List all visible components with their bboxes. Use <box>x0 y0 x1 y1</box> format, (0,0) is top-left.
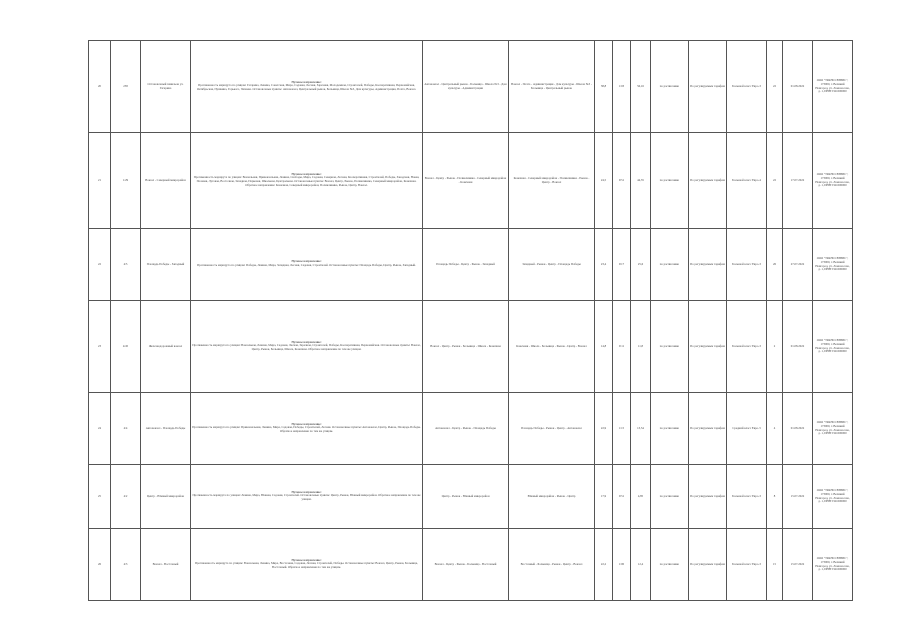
tariff-cell: По регулируемым тарифам <box>689 465 727 529</box>
operator-cell: ООО "ТРАНССЕРВИС", 173000, г. Великий Новгород, ул. Ломоносова, д. 1, ИНН 5321000000 <box>813 41 853 133</box>
vehicle-class-cell: Большой класс Евро-3 <box>727 301 767 393</box>
route-time-cell: 1:15 <box>613 393 631 465</box>
reverse-stops-cell: Восточный - Больница - Рынок - Центр - Вокзал <box>509 529 595 601</box>
route-time-cell: 0:51 <box>613 133 631 229</box>
route-description-cell <box>191 301 423 393</box>
tariff-cell: По регулируемым тарифам <box>689 301 727 393</box>
vehicle-count-cell: 22 <box>767 133 783 229</box>
boarding-mode-cell: по расписанию <box>651 465 689 529</box>
forward-stops-cell: Автовокзал - Центральный рынок - Больница - Школа №3 - Дом культуры - Администрация <box>423 41 509 133</box>
start-date-cell: 15.07.2022 <box>783 465 813 529</box>
forward-stops-cell: Площадь Победы - Центр - Рынок - Западный <box>423 229 509 301</box>
reverse-stops-cell: Площадь Победы - Рынок - Центр - Автовокзал <box>509 393 595 465</box>
vehicle-class-cell: Большой класс Евро-3 <box>727 529 767 601</box>
reverse-stops-cell: Западный - Рынок - Центр - Площадь Победы <box>509 229 595 301</box>
vehicle-class-cell: Большой класс Евро-3 <box>727 229 767 301</box>
vehicle-class-cell: Большой класс Евро-4 <box>727 133 767 229</box>
row-number-cell: 25 <box>89 465 111 529</box>
route-length-cell: 38,8 <box>595 41 613 133</box>
route-name-cell: Автовокзал - Площадь Победы <box>141 393 191 465</box>
stops-count-cell: 13,54 <box>631 393 651 465</box>
forward-stops-cell: Вокзал - Центр - Рынок - Больница - Школа - Конечная <box>423 301 509 393</box>
row-number-cell: 20 <box>89 41 111 133</box>
route-description-text: Протяженность маршрута по улицам: Вокзальная, Ленина, Мира, Садовая, Лесная, Заречная, Строителей, Победы, Кооперативная, Первомайская. Остановочные пункты: Вокзал, Центр, Рынок, Больница, Школа, Конечная. Обратное направление по тем же улицам. <box>192 343 421 351</box>
boarding-mode-cell: по расписанию <box>651 41 689 133</box>
route-name-cell: Центр - Южный микрорайон <box>141 465 191 529</box>
route-time-cell: 0:51 <box>613 465 631 529</box>
route-description-cell <box>191 465 423 529</box>
tariff-cell: По регулируемым тарифам <box>689 133 727 229</box>
start-date-cell: 01.08.2022 <box>783 41 813 133</box>
route-description-text: Протяженность маршрута по улицам: Гагарина, Ленина, Советская, Мира, Садовая, Лесная, Заречная, Молодежная, Строителей, Победы, Кооперативная, Первомайская, Октябрьская, Пушкина, Горького, Чапаева. Остановочные пункты: Автовокзал, Центральный рынок, Больница, Школа №3, Дом культуры, Администрация, Почта, Вокзал. <box>196 83 417 91</box>
route-description-text: Протяженность маршрута по улицам: Победы, Ленина, Мира, Западная, Лесная, Садовая, Строителей. Остановочные пункты: Площадь Победы, Центр, Рынок, Западный. <box>197 263 416 267</box>
table-row <box>89 41 853 133</box>
direction-heading: Нулевое направление: <box>291 489 322 494</box>
tariff-cell: По регулируемым тарифам <box>689 393 727 465</box>
start-date-cell: 17.07.2022 <box>783 133 813 229</box>
stops-count-cell: 11,8 <box>631 301 651 393</box>
boarding-mode-cell: по расписанию <box>651 393 689 465</box>
vehicle-class-cell: Средний класс Евро-3 <box>727 393 767 465</box>
row-number-cell: 23 <box>89 301 111 393</box>
table-row <box>89 529 853 601</box>
reverse-stops-cell: Вокзал - Почта - Администрация - Дом культуры - Школа №3 - Больница - Центральный рынок <box>509 41 595 133</box>
route-length-cell: 22,9 <box>595 393 613 465</box>
route-code-cell: 1/29 <box>111 133 141 229</box>
vehicle-count-cell: 26 <box>767 229 783 301</box>
direction-heading: Нулевое направление: <box>291 171 322 176</box>
route-length-cell: 14,8 <box>595 301 613 393</box>
operator-cell: ООО "ТРАНССЕРВИС", 173000, г. Великий Новгород, ул. Ломоносова, д. 1, ИНН 5321000000 <box>813 301 853 393</box>
reverse-stops-cell: Конечная - Школа - Больница - Рынок - Центр - Вокзал <box>509 301 595 393</box>
forward-stops-cell: Вокзал - Центр - Рынок - Поликлиника - Северный микрорайон - Конечная <box>423 133 509 229</box>
direction-heading: Нулевое направление: <box>291 557 322 562</box>
route-description-text: Протяженность маршрута по улицам: Вокзальная, Привокзальная, Ленина, Свободы, Мира, Садовая, Северная, Лесная, Кооперативная, Строителей, Победы, Заводская, Новая, Полевая, Луговая, Восточная, Западная, Парковая, Школьная, Центральная. Остановочные пункты: Вокзал, Центр, Рынок, Поликлиника, Северный микрорайон, Конечная. Обратное направление: Конечная, Северный микрорайон, Поликлиника, Рынок, Центр, Вокзал. <box>193 175 420 187</box>
operator-cell: ООО "ТРАНССЕРВИС", 173000, г. Великий Новгород, ул. Ломоносова, д. 1, ИНН 5321000000 <box>813 529 853 601</box>
boarding-mode-cell: по расписанию <box>651 229 689 301</box>
vehicle-count-cell: 4 <box>767 393 783 465</box>
stops-count-cell: 12,4 <box>631 529 651 601</box>
boarding-mode-cell: по расписанию <box>651 301 689 393</box>
direction-heading: Нулевое направление: <box>291 421 322 426</box>
routes-table <box>88 40 853 601</box>
forward-stops-cell: Вокзал - Центр - Рынок - Больница - Восточный <box>423 529 509 601</box>
direction-heading: Нулевое направление: <box>291 339 322 344</box>
stops-count-cell: 56,16 <box>631 41 651 133</box>
route-length-cell: 17,9 <box>595 465 613 529</box>
route-description-cell <box>191 393 423 465</box>
route-length-cell: 24,5 <box>595 133 613 229</box>
stops-count-cell: 25,6 <box>631 229 651 301</box>
route-time-cell: 0:11 <box>613 301 631 393</box>
table-row <box>89 301 853 393</box>
start-date-cell: 01.08.2022 <box>783 301 813 393</box>
route-name-cell: Площадь Победы - Западный <box>141 229 191 301</box>
tariff-cell: По регулируемым тарифам <box>689 529 727 601</box>
tariff-cell: По регулируемым тарифам <box>689 41 727 133</box>
vehicle-class-cell: Большой класс Евро-3 <box>727 41 767 133</box>
forward-stops-cell: Автовокзал - Центр - Рынок - Площадь Победы <box>423 393 509 465</box>
route-code-cell: 4/3 <box>111 529 141 601</box>
row-number-cell: 24 <box>89 393 111 465</box>
route-time-cell: 1:03 <box>613 41 631 133</box>
start-date-cell: 27.07.2022 <box>783 229 813 301</box>
route-description-text: Протяженность маршрута по улицам: Привокзальная, Ленина, Мира, Садовая, Победы, Строителей, Лесная. Остановочные пункты: Автовокзал, Центр, Рынок, Площадь Победы. Обратное направление по тем же улицам. <box>192 425 421 433</box>
vehicle-count-cell: 15 <box>767 529 783 601</box>
direction-heading: Нулевое направление: <box>291 79 322 84</box>
vehicle-count-cell: 8 <box>767 465 783 529</box>
vehicle-count-cell: 22 <box>767 41 783 133</box>
route-name-cell: Железнодорожный вокзал <box>141 301 191 393</box>
route-description-cell <box>191 229 423 301</box>
route-time-cell: 0:17 <box>613 229 631 301</box>
route-code-cell: 4/2 <box>111 465 141 529</box>
route-time-cell: 1:00 <box>613 529 631 601</box>
stops-count-cell: 44,35 <box>631 133 651 229</box>
boarding-mode-cell: по расписанию <box>651 529 689 601</box>
route-description-cell <box>191 41 423 133</box>
operator-cell: ООО "ТРАНССЕРВИС", 173000, г. Великий Новгород, ул. Ломоносова, д. 1, ИНН 5321000000 <box>813 465 853 529</box>
row-number-cell: 21 <box>89 133 111 229</box>
route-code-cell: 4/4 <box>111 393 141 465</box>
route-length-cell: 22,2 <box>595 529 613 601</box>
reverse-stops-cell: Конечная - Северный микрорайон - Поликлиника - Рынок - Центр - Вокзал <box>509 133 595 229</box>
route-name-cell: Вокзал - Северный микрорайон <box>141 133 191 229</box>
table-row <box>89 393 853 465</box>
route-length-cell: 23,4 <box>595 229 613 301</box>
boarding-mode-cell: по расписанию <box>651 133 689 229</box>
stops-count-cell: 4,85 <box>631 465 651 529</box>
vehicle-count-cell: 2 <box>767 301 783 393</box>
route-code-cell: 258 <box>111 41 141 133</box>
row-number-cell: 22 <box>89 229 111 301</box>
start-date-cell: 15.07.2022 <box>783 529 813 601</box>
vehicle-class-cell: Большой класс Евро-3 <box>727 465 767 529</box>
table-row <box>89 229 853 301</box>
operator-cell: ООО "ТРАНССЕРВИС", 173000, г. Великий Новгород, ул. Ломоносова, д. 1, ИНН 5321000000 <box>813 393 853 465</box>
direction-heading: Нулевое направление: <box>291 259 322 264</box>
route-description-text: Протяженность маршрута по улицам: Вокзальная, Ленина, Мира, Восточная, Садовая, Лесная, Строителей, Победы. Остановочные пункты: Вокзал, Центр, Рынок, Больница, Восточный. Обратное направление по тем же улицам. <box>195 561 418 569</box>
row-number-cell: 26 <box>89 529 111 601</box>
route-code-cell: 4/5 <box>111 229 141 301</box>
operator-cell: ООО "ТРАНССЕРВИС", 173000, г. Великий Новгород, ул. Ломоносова, д. 1, ИНН 5321000000 <box>813 133 853 229</box>
route-name-cell: Остановочный павильон ул. Гагарина <box>141 41 191 133</box>
reverse-stops-cell: Южный микрорайон - Рынок - Центр <box>509 465 595 529</box>
route-description-cell <box>191 529 423 601</box>
route-code-cell: 4/45 <box>111 301 141 393</box>
tariff-cell: По регулируемым тарифам <box>689 229 727 301</box>
route-name-cell: Вокзал - Восточный <box>141 529 191 601</box>
start-date-cell: 01.08.2022 <box>783 393 813 465</box>
forward-stops-cell: Центр - Рынок - Южный микрорайон <box>423 465 509 529</box>
table-row <box>89 133 853 229</box>
route-description-text: Протяженность маршрута по улицам: Ленина, Мира, Южная, Садовая, Строителей. Остановочные пункты: Центр, Рынок, Южный микрорайон. Обратное направление по тем же улицам. <box>192 493 421 501</box>
route-description-cell <box>191 133 423 229</box>
operator-cell: ООО "ТРАНССЕРВИС", 173000, г. Великий Новгород, ул. Ломоносова, д. 1, ИНН 5321000000 <box>813 229 853 301</box>
table-row <box>89 465 853 529</box>
